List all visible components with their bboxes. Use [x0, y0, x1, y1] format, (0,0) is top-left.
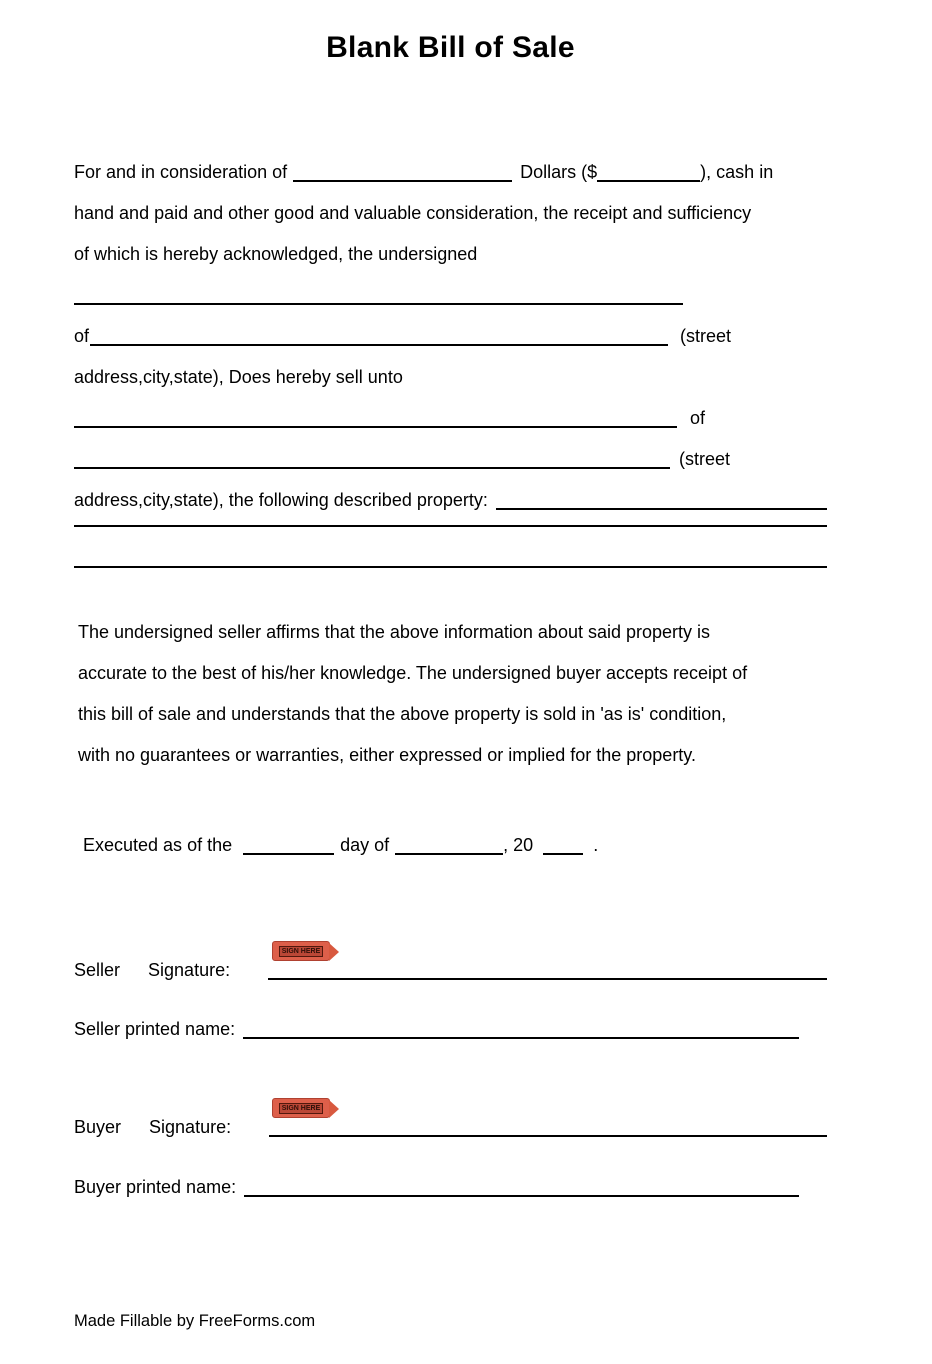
execution-month-field[interactable] [395, 853, 503, 855]
affirmation-line-3: this bill of sale and understands that the above property is sold in 'as is' condition, [78, 704, 727, 724]
intro-line-3: of which is hereby acknowledged, the undersigned [74, 244, 478, 264]
buyer-role-label: Buyer [74, 1117, 122, 1137]
seller-sign-here-arrow-icon [329, 943, 339, 961]
intro-line-1-end: ), cash in [700, 162, 774, 182]
property-description-field-2[interactable] [74, 525, 827, 527]
buyer-signature-field[interactable] [269, 1135, 827, 1137]
affirmation-line-2: accurate to the best of his/her knowledge. The undersigned buyer accepts receipt of [78, 663, 748, 683]
intro-line-1 [74, 152, 827, 193]
seller-of-label: of [74, 326, 90, 346]
consideration-section [74, 152, 827, 603]
buyer-of-label: of [690, 408, 706, 428]
buyer-address-line [74, 439, 827, 480]
seller-signature-row [74, 950, 827, 991]
buyer-address-field[interactable] [74, 467, 670, 469]
affirmation-section [74, 612, 827, 776]
execution-year-prefix: , 20 [503, 835, 534, 855]
execution-day-of-label: day of [340, 835, 390, 855]
buyer-printed-name-row [74, 1167, 827, 1208]
seller-printed-name-field[interactable] [243, 1037, 799, 1039]
seller-signature-label: Signature: [148, 960, 231, 980]
execution-year-field[interactable] [543, 853, 583, 855]
buyer-printed-name-label: Buyer printed name: [74, 1177, 237, 1197]
intro-line-1-pre: For and in consideration of [74, 162, 288, 182]
property-label: address,city,state), the following described property: [74, 490, 488, 510]
execution-period: . [593, 835, 599, 855]
seller-name-field[interactable] [74, 303, 683, 305]
seller-street-label: (street [680, 326, 732, 346]
seller-name-line [74, 275, 827, 316]
property-description-line-2 [74, 521, 827, 562]
buyer-signature-label: Signature: [149, 1117, 232, 1137]
intro-line-2: hand and paid and other good and valuable consideration, the receipt and sufficiency [74, 203, 752, 223]
buyer-street-label: (street [679, 449, 731, 469]
seller-address-line [74, 316, 827, 357]
buyer-sign-here-tag[interactable] [272, 1098, 330, 1118]
seller-sign-here-label: SIGN HERE [279, 946, 324, 957]
buyer-printed-name-field[interactable] [244, 1195, 799, 1197]
execution-line [74, 825, 827, 866]
seller-printed-name-row [74, 1009, 827, 1050]
property-description-line-1 [74, 480, 827, 521]
property-description-field-3[interactable] [74, 566, 827, 568]
dollar-amount-field[interactable] [597, 180, 700, 182]
seller-printed-name-label: Seller printed name: [74, 1019, 236, 1039]
property-description-field-1[interactable] [496, 508, 827, 510]
document-title: Blank Bill of Sale [326, 31, 575, 64]
seller-role-label: Seller [74, 960, 121, 980]
seller-address-note-line: address,city,state), Does hereby sell unto [74, 367, 403, 387]
buyer-name-field[interactable] [74, 426, 677, 428]
document-content [74, 0, 827, 1208]
footer-credit: Made Fillable by FreeForms.com [74, 1312, 316, 1330]
seller-address-field[interactable] [90, 344, 668, 346]
buyer-sign-here-arrow-icon [329, 1100, 339, 1118]
buyer-sign-here-label: SIGN HERE [279, 1103, 324, 1114]
affirmation-line-1: The undersigned seller affirms that the above information about said property is [78, 622, 711, 642]
affirmation-line-4: with no guarantees or warranties, either expressed or implied for the property. [78, 745, 696, 765]
execution-prefix: Executed as of the [83, 835, 233, 855]
execution-day-field[interactable] [243, 853, 334, 855]
intro-line-1-mid: Dollars ($ [520, 162, 598, 182]
property-description-line-3 [74, 562, 827, 603]
seller-signature-field[interactable] [268, 978, 827, 980]
buyer-signature-row [74, 1107, 827, 1148]
consideration-amount-field[interactable] [293, 180, 512, 182]
seller-sign-here-tag[interactable] [272, 941, 330, 961]
buyer-name-line [74, 398, 827, 439]
